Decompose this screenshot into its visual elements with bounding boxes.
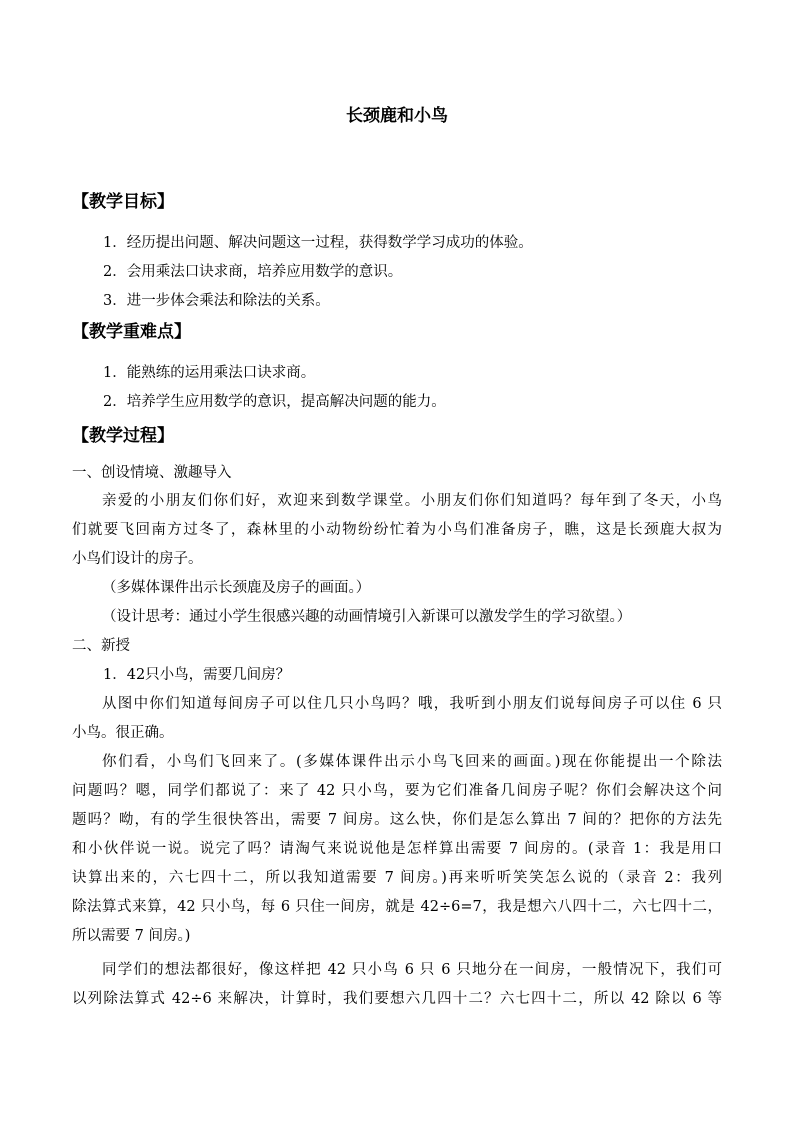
part-title: 一、创设情境、激趣导入	[72, 465, 232, 481]
paragraph-line: 们就要飞回南方过冬了，森林里的小动物纷纷忙着为小鸟们准备房子，瞧，这是长颈鹿大叔为	[72, 522, 722, 538]
section-heading-goals: 【教学目标】	[72, 192, 174, 212]
paragraph-line: 题吗？呦，有的学生很快答出，需要 7 间房。这么快，你们是怎么算出 7 间的？把你的方法先	[72, 812, 722, 828]
paragraph-line: 小鸟们设计的房子。	[72, 551, 203, 567]
key-point-item: 2．培养学生应用数学的意识，提高解决问题的能力。	[103, 394, 446, 410]
paragraph-line: 问题吗？嗯，同学们都说了：来了 42 只小鸟，要为它们准备几间房子呢？你们会解决这个问	[72, 783, 722, 799]
paragraph-line: 你们看，小鸟们飞回来了。(多媒体课件出示小鸟飞回来的画面。)现在你能提出一个除法	[102, 754, 722, 770]
subsection-title: 1．42只小鸟，需要几间房？	[103, 667, 291, 683]
paragraph-line: 同学们的想法都很好，像这样把 42 只小鸟 6 只 6 只地分在一间房，一般情况下，我们可	[102, 962, 722, 978]
part-title: 二、新授	[72, 638, 130, 654]
paragraph-line: 所以需要 7 间房。)	[72, 928, 191, 944]
paragraph-line: 从图中你们知道每间房子可以住几只小鸟吗？哦，我听到小朋友们说每间房子可以住 6 只	[102, 696, 722, 712]
section-heading-process: 【教学过程】	[72, 426, 174, 446]
goal-item: 3．进一步体会乘法和除法的关系。	[103, 293, 330, 309]
paragraph-line: 诀算出来的，六七四十二，所以我知道需要 7 间房。)再来听听笑笑怎么说的（录音 2：我列	[72, 870, 722, 886]
note-line: （多媒体课件出示长颈鹿及房子的画面。）	[102, 580, 371, 596]
paragraph-line: 和小伙伴说一说。说完了吗？请淘气来说说他是怎样算出需要 7 间房的。(录音 1：我是用口	[72, 841, 722, 857]
section-heading-key-points: 【教学重难点】	[72, 322, 191, 342]
goal-item: 1．经历提出问题、解决问题这一过程，获得数学学习成功的体验。	[103, 235, 533, 251]
key-point-item: 1．能熟练的运用乘法口诀求商。	[103, 365, 316, 381]
paragraph-line: 除法算式来算，42 只小鸟，每 6 只住一间房，就是 42÷6=7，我是想六八四十二，六七四十二，	[72, 899, 722, 915]
note-line: （设计思考：通过小学生很感兴趣的动画情境引入新课可以激发学生的学习欲望。）	[102, 609, 632, 625]
paragraph-line: 小鸟。很正确。	[72, 725, 174, 741]
paragraph-line: 亲爱的小朋友们你们好，欢迎来到数学课堂。小朋友们你们知道吗？每年到了冬天，小鸟	[102, 493, 722, 509]
goal-item: 2．会用乘法口诀求商，培养应用数学的意识。	[103, 264, 403, 280]
document-title: 长颈鹿和小鸟	[346, 106, 448, 126]
paragraph-line: 以列除法算式 42÷6 来解决，计算时，我们要想六几四十二？六七四十二，所以 42 除以 6 等	[72, 991, 722, 1007]
